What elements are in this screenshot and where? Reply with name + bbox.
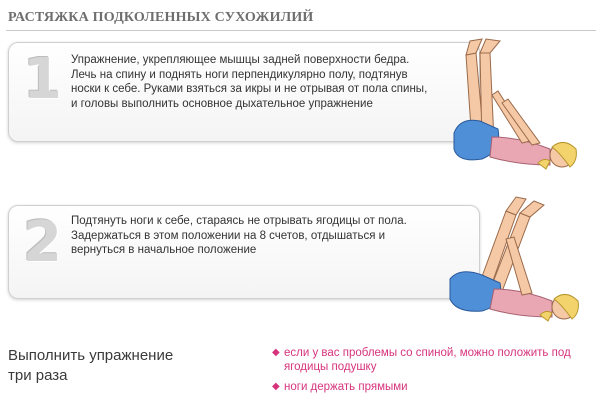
page-title: РАСТЯЖКА ПОДКОЛЕННЫХ СУХОЖИЛИЙ — [8, 10, 314, 25]
step-description: Упражнение, укрепляющее мышцы задней поверхности бедра. Лечь на спину и поднять ноги перпендикулярно полу, подтянув носки к себе. Руками взяться за икры и не отрывая от пола спины, и головы выполнить основное дыхательное упражнение — [71, 54, 428, 110]
step-description: Подтянуть ноги к себе, стараясь не отрывать ягодицы от пола. Задержаться в этом положении на 8 счетов, отдышаться и вернуться в начальное положение — [71, 215, 407, 256]
exercise-illustration-2 — [410, 183, 590, 323]
tips-list — [270, 346, 590, 400]
tip-item — [270, 380, 590, 394]
diamond-bullet-icon: ◆ — [272, 347, 280, 358]
tip-item — [270, 346, 590, 374]
repeat-line-2: три раза — [8, 367, 68, 384]
step-number: 2 — [23, 210, 62, 275]
diamond-bullet-icon: ◆ — [272, 381, 280, 392]
step-number: 1 — [23, 47, 62, 112]
tip-text: если у вас проблемы со спиной, можно положить под ягодицы подушку — [284, 347, 571, 373]
tip-text: ноги держать прямыми — [284, 381, 408, 393]
repeat-line-1: Выполнить упражнение — [8, 347, 174, 364]
repeat-instruction — [8, 346, 228, 386]
exercise-illustration-1 — [410, 25, 590, 175]
